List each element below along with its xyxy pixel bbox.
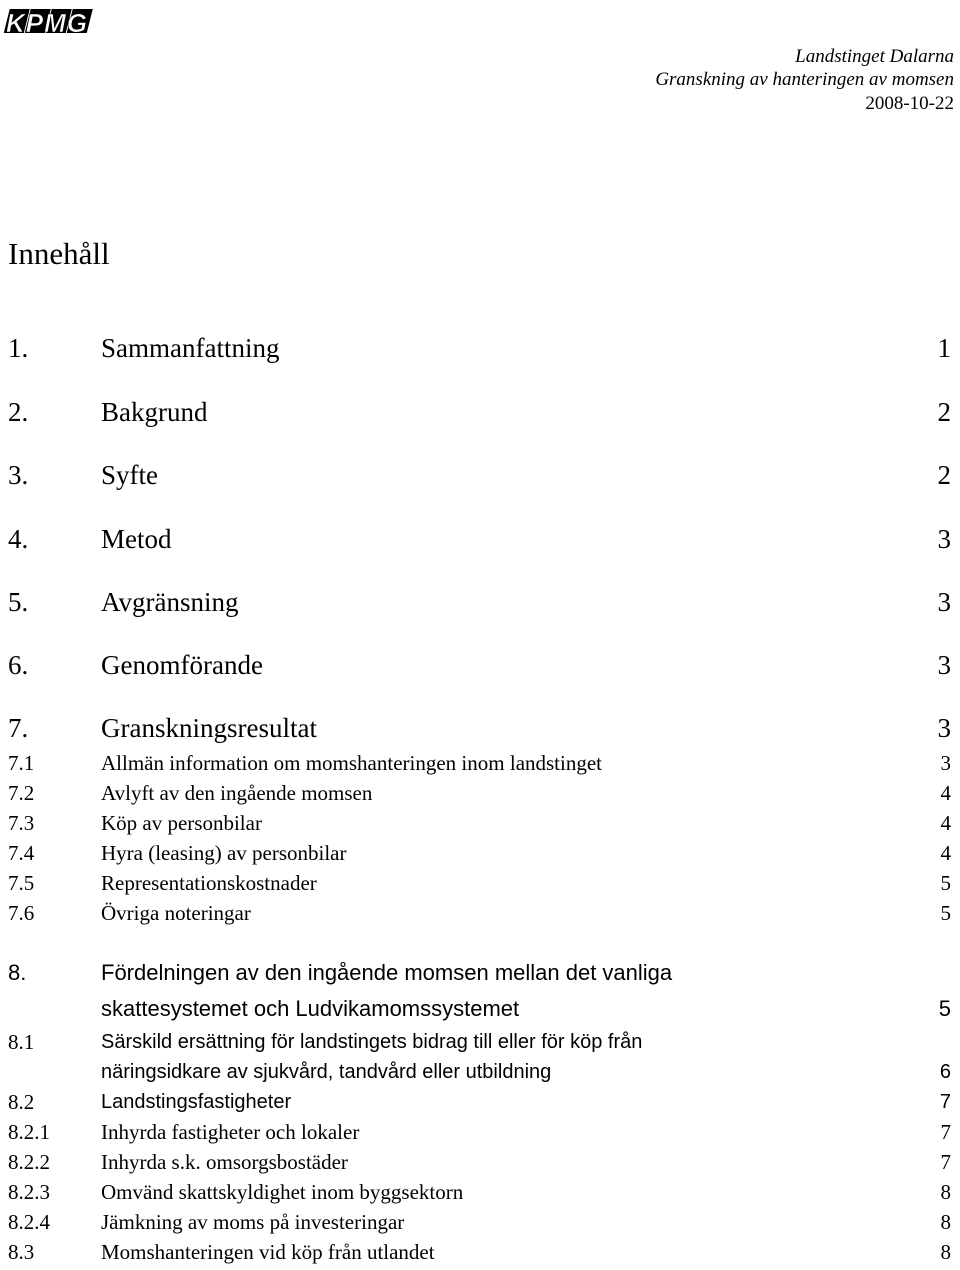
toc-entry-number: 7.2 <box>8 781 35 805</box>
toc-entry-1[interactable] <box>0 332 960 364</box>
toc-entry-title: Övriga noteringar <box>101 901 251 925</box>
header-report-title: Granskning av hanteringen av momsen <box>655 69 954 90</box>
toc-entry-5[interactable] <box>0 586 960 618</box>
toc-entry-7-3[interactable] <box>0 810 960 836</box>
toc-entry-number: 6. <box>8 650 29 680</box>
toc-entry-6[interactable] <box>0 649 960 681</box>
toc-entry-8-2-2[interactable] <box>0 1148 960 1176</box>
toc-entry-number: 5. <box>8 587 29 617</box>
toc-entry-7[interactable] <box>0 712 960 744</box>
toc-entry-page: 5 <box>940 871 951 895</box>
toc-entry-page: 3 <box>937 713 951 743</box>
toc-entry-number: 3. <box>8 460 29 490</box>
toc-entry-number: 7.4 <box>8 841 35 865</box>
toc-entry-page: 3 <box>937 587 951 617</box>
toc-entry-page: 5 <box>938 996 951 1021</box>
kpmg-logo <box>2 8 98 38</box>
toc-entry-title: Avgränsning <box>101 587 239 617</box>
toc-entry-title-line2: näringsidkare av sjukvård, tandvård eller utbildning <box>101 1061 552 1083</box>
toc-entry-7-1[interactable] <box>0 750 960 776</box>
toc-entry-8-2-1[interactable] <box>0 1118 960 1146</box>
toc-entry-number: 8.1 <box>8 1030 35 1054</box>
toc-entry-title: Metod <box>101 524 172 554</box>
toc-entry-2[interactable] <box>0 396 960 428</box>
toc-entry-7-5[interactable] <box>0 870 960 896</box>
toc-entry-title: Syfte <box>101 460 158 490</box>
toc-entry-title: Allmän information om momshanteringen inom landstinget <box>101 751 603 775</box>
toc-entry-number: 8.2 <box>8 1090 35 1114</box>
toc-entry-title: Hyra (leasing) av personbilar <box>101 841 347 865</box>
toc-entry-page: 2 <box>937 460 951 490</box>
toc-entry-8-1-cont[interactable] <box>0 1058 960 1086</box>
toc-entry-page: 3 <box>940 751 951 775</box>
toc-entry-number: 2. <box>8 397 29 427</box>
toc-entry-8-2-4[interactable] <box>0 1208 960 1236</box>
toc-entry-title: Genomförande <box>101 650 263 680</box>
toc-entry-title: Inhyrda s.k. omsorgsbostäder <box>101 1150 348 1174</box>
toc-entry-title: Granskningsresultat <box>101 713 317 743</box>
toc-entry-page: 3 <box>937 524 951 554</box>
toc-entry-number: 7. <box>8 713 29 743</box>
toc-entry-title: Avlyft av den ingående momsen <box>101 781 373 805</box>
toc-entry-number: 4. <box>8 524 29 554</box>
svg-text:KPMG: KPMG <box>6 8 88 38</box>
toc-entry-number: 1. <box>8 333 29 363</box>
toc-entry-page: 5 <box>940 901 951 925</box>
toc-heading: Innehåll <box>8 236 110 271</box>
toc-entry-number: 7.1 <box>8 751 35 775</box>
toc-entry-title-line2: skattesystemet och Ludvikamomssystemet <box>101 996 520 1021</box>
toc-entry-8-cont[interactable] <box>0 994 960 1024</box>
toc-entry-page: 4 <box>940 811 951 835</box>
toc-entry-page: 8 <box>940 1240 951 1264</box>
toc-entry-page: 8 <box>940 1210 951 1234</box>
toc-entry-8-2-3[interactable] <box>0 1178 960 1206</box>
toc-entry-page: 1 <box>937 333 951 363</box>
toc-entry-page: 4 <box>940 781 951 805</box>
toc-entry-title: Inhyrda fastigheter och lokaler <box>101 1120 360 1144</box>
toc-entry-page: 2 <box>937 397 951 427</box>
header-date: 2008-10-22 <box>865 93 954 114</box>
toc-entry-7-6[interactable] <box>0 900 960 926</box>
toc-entry-page: 4 <box>940 841 951 865</box>
toc-entry-page: 8 <box>940 1180 951 1204</box>
toc-entry-title: Landstingsfastigheter <box>101 1091 292 1113</box>
toc-entry-number: 8.2.2 <box>8 1150 50 1174</box>
toc-entry-3[interactable] <box>0 459 960 491</box>
toc-entry-number: 8.2.4 <box>8 1210 50 1234</box>
toc-entry-number: 8. <box>8 960 27 985</box>
toc-entry-title: Bakgrund <box>101 397 208 427</box>
toc-entry-title: Omvänd skattskyldighet inom byggsektorn <box>101 1180 464 1204</box>
toc-entry-number: 8.3 <box>8 1240 35 1264</box>
toc-entry-8-2[interactable] <box>0 1088 960 1116</box>
toc-entry-title: Köp av personbilar <box>101 811 262 835</box>
toc-entry-8-1[interactable] <box>0 1028 960 1056</box>
toc-entry-title: Sammanfattning <box>101 333 280 363</box>
toc-entry-title: Jämkning av moms på investeringar <box>101 1210 405 1234</box>
toc-entry-number: 7.5 <box>8 871 35 895</box>
toc-entry-8[interactable] <box>0 958 960 988</box>
toc-entry-title: Momshanteringen vid köp från utlandet <box>101 1240 435 1264</box>
header-organization: Landstinget Dalarna <box>795 46 954 67</box>
toc-entry-title-line1: Särskild ersättning för landstingets bidrag till eller för köp från <box>101 1031 643 1053</box>
toc-entry-title-line1: Fördelningen av den ingående momsen mellan det vanliga <box>101 960 673 985</box>
toc-entry-page: 7 <box>939 1091 951 1113</box>
toc-entry-title: Representationskostnader <box>101 871 317 895</box>
toc-entry-4[interactable] <box>0 523 960 555</box>
toc-entry-number: 7.3 <box>8 811 35 835</box>
toc-entry-8-3[interactable] <box>0 1238 960 1266</box>
toc-entry-number: 8.2.3 <box>8 1180 50 1204</box>
toc-entry-page: 7 <box>940 1120 951 1144</box>
toc-entry-7-4[interactable] <box>0 840 960 866</box>
toc-entry-number: 8.2.1 <box>8 1120 50 1144</box>
toc-entry-page: 3 <box>937 650 951 680</box>
toc-entry-page: 6 <box>939 1061 951 1083</box>
toc-entry-number: 7.6 <box>8 901 35 925</box>
toc-entry-7-2[interactable] <box>0 780 960 806</box>
toc-entry-page: 7 <box>940 1150 951 1174</box>
